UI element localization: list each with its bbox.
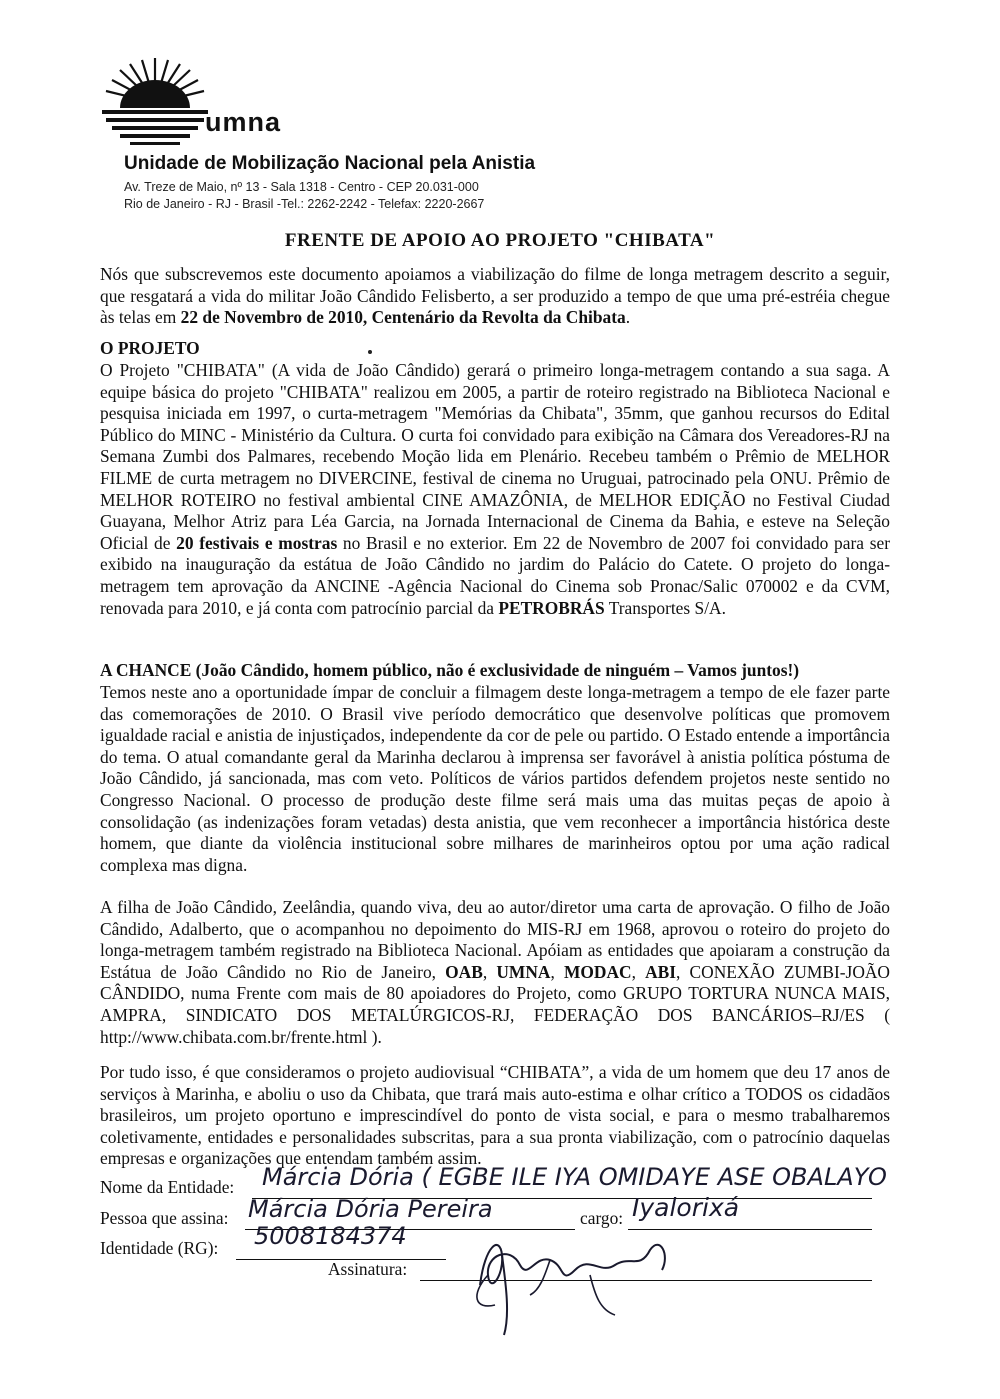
projeto-paragraph: [100, 360, 890, 619]
assinatura-label: Assinatura:: [328, 1259, 408, 1279]
filha-text-1: A filha de João Cândido, Zeelândia, quando viva, deu ao autor/diretor uma carta de aprovação. O filho de João Cândido, Adalberto, que o acompanhou no depoimento do MIS-RJ em 1968, aprovou o roteiro do projeto do longa-metragem também registrado na Biblioteca Nacional. Apóiam as entidades que apoiaram a construção da Estátua de João Cândido no Rio de Janeiro,: [100, 897, 890, 982]
pessoa-handwriting: Márcia Dória Pereira: [248, 1195, 493, 1223]
projeto-bold-festivais: 20 festivais e mostras: [176, 532, 338, 553]
filha-bold-oab: OAB: [445, 961, 483, 982]
section-heading-chance: A CHANCE (João Cândido, homem público, não é exclusividade de ninguém – Vamos juntos!): [100, 660, 800, 680]
entidade-label: Nome da Entidade:: [100, 1177, 235, 1197]
cargo-label: cargo:: [580, 1208, 624, 1228]
pessoa-label: Pessoa que assina:: [100, 1208, 229, 1228]
address-line-2: Rio de Janeiro - RJ - Brasil -Tel.: 2262-2242 - Telefax: 2220-2667: [124, 197, 485, 211]
ink-dot: [368, 350, 372, 354]
filha-separator: ,: [482, 961, 497, 982]
intro-paragraph: [100, 264, 890, 329]
signature-scribble-icon: [440, 1215, 690, 1340]
rg-handwriting: 5008184374: [254, 1222, 407, 1250]
final-text: Por tudo isso, é que consideramos o projeto audiovisual “CHIBATA”, a vida de um homem que deu 17 anos de serviços à Marinha, e aboliu o uso da Chibata, que trará mais auto-estima e olhar crítico a TODOS os cidadãos brasileiros, um projeto oportuno e imprescindível do ponto de vista social, e para o mesmo trabalharemos coletivamente, entidades e personalidades subscritas, para a sua pronta viabilização, com o patrocínio daquelas empresas e organizações que entendam também assim.: [100, 1062, 890, 1169]
filha-bold-umna: UMNA: [496, 961, 551, 982]
logo-wordmark: umna: [205, 107, 282, 137]
final-paragraph: [100, 1062, 890, 1170]
section-heading-projeto: O PROJETO: [100, 338, 200, 358]
organization-name: Unidade de Mobilização Nacional pela Anistia: [124, 153, 536, 174]
rg-label: Identidade (RG):: [100, 1238, 219, 1258]
projeto-text-1: O Projeto "CHIBATA" (A vida de João Cândido) gerará o primeiro longa-metragem contando a sua saga. A equipe básica do projeto "CHIBATA" realizou em 2005, a partir de roteiro registrado na Biblioteca Nacional e pesquisa iniciada em 1997, o curta-metragem "Memórias da Chibata", 35mm, que ganhou recursos do Edital Público do MINC - Ministério da Cultura. O curta foi convidado para exibição na Câmara dos Vereadores-RJ na Semana Zumbi dos Palmares, recebendo Moção lida em Plenário. Recebeu também o Prêmio de MELHOR FILME de curta metragem no DIVERCINE, festival de cinema no Uruguai, patrocinado pela ONU. Prêmio de MELHOR ROTEIRO no festival ambiental CINE AMAZÔNIA, de MELHOR EDIÇÃO no Festival Ciudad Guayana, Melhor Atriz para Léa Garcia, na Jornada Internacional de Cinema da Bahia, e esteve na Seleção Oficial de: [100, 360, 890, 553]
filha-bold-abi: ABI: [645, 961, 677, 982]
filha-separator: ,: [631, 961, 646, 982]
projeto-text-2: no Brasil e no exterior. Em 22 de Novembro de 2007 foi convidado para ser exibido na inauguração da estátua de João Cândido no jardim do Palácio do Catete. O projeto do longa-metragem tem aprovação da ANCINE -Agência Nacional do Cinema sob Pronac/Salic 070002 e da CVM, renovada para 2010, e já conta com patrocínio parcial da: [100, 532, 890, 618]
entidade-handwriting: Márcia Dória ( EGBE ILE IYA OMIDAYE ASE OBALAYO: [262, 1163, 887, 1191]
projeto-bold-petrobras: PETROBRÁS: [498, 597, 605, 618]
cargo-handwriting: Iyalorixá: [632, 1193, 740, 1222]
chance-paragraph: [100, 682, 890, 876]
intro-bold-date: 22 de Novembro de 2010, Centenário da Revolta da Chibata: [180, 307, 626, 328]
filha-separator: ,: [550, 961, 564, 982]
address-line-1: Av. Treze de Maio, nº 13 - Sala 1318 - Centro - CEP 20.031-000: [124, 180, 479, 194]
document-title: FRENTE DE APOIO AO PROJETO "CHIBATA": [284, 230, 716, 251]
intro-text: Nós que subscrevemos este documento apoiamos a viabilização do filme de longa metragem descrito a seguir, que resgatará a vida do militar João Cândido Felisberto, a ser produzido a tempo de que uma pré-estréia chegue às telas em: [100, 264, 890, 328]
chance-text: Temos neste ano a oportunidade ímpar de concluir a filmagem deste longa-metragem a tempo de ele fazer parte das comemorações de 2010. O Brasil vive período democrático que desenvolve políticas que promovem igualdade racial e anistia de injustiçados, independente da cor de pele ou partido. O Estado entende a importância do tema. O atual comandante geral da Marinha declarou à imprensa ser favorável à anistia política póstuma de João Cândido, já sancionada, mas com veto. Políticos de vários partidos defendem projetos neste sentido no Congresso Nacional. O processo de produção deste filme será mais uma das muitas peças de apoio à consolidação (as indenizações foram vetadas) desta anistia, que vem reconhecer a importância histórica deste homem, que diante da violência institucional sobre milhares de marinheiros optou por uma ação radical complexa mas digna.: [100, 682, 890, 875]
filha-bold-modac: MODAC: [563, 961, 632, 982]
umna-logo-icon: [100, 58, 210, 150]
filha-paragraph: [100, 897, 890, 1048]
intro-end: .: [625, 307, 631, 328]
projeto-text-3: Transportes S/A.: [604, 597, 726, 618]
filha-text-2: , CONEXÃO ZUMBI-JOÃO CÂNDIDO, numa Frente com mais de 80 apoiadores do Projeto, como GRUPO TORTURA NUNCA MAIS, AMPRA, SINDICATO DOS METALÚRGICOS-RJ, FEDERAÇÃO DOS BANCÁRIOS–RJ/ES ( http://www.chibata.com.br/frente.html ).: [100, 961, 890, 1047]
